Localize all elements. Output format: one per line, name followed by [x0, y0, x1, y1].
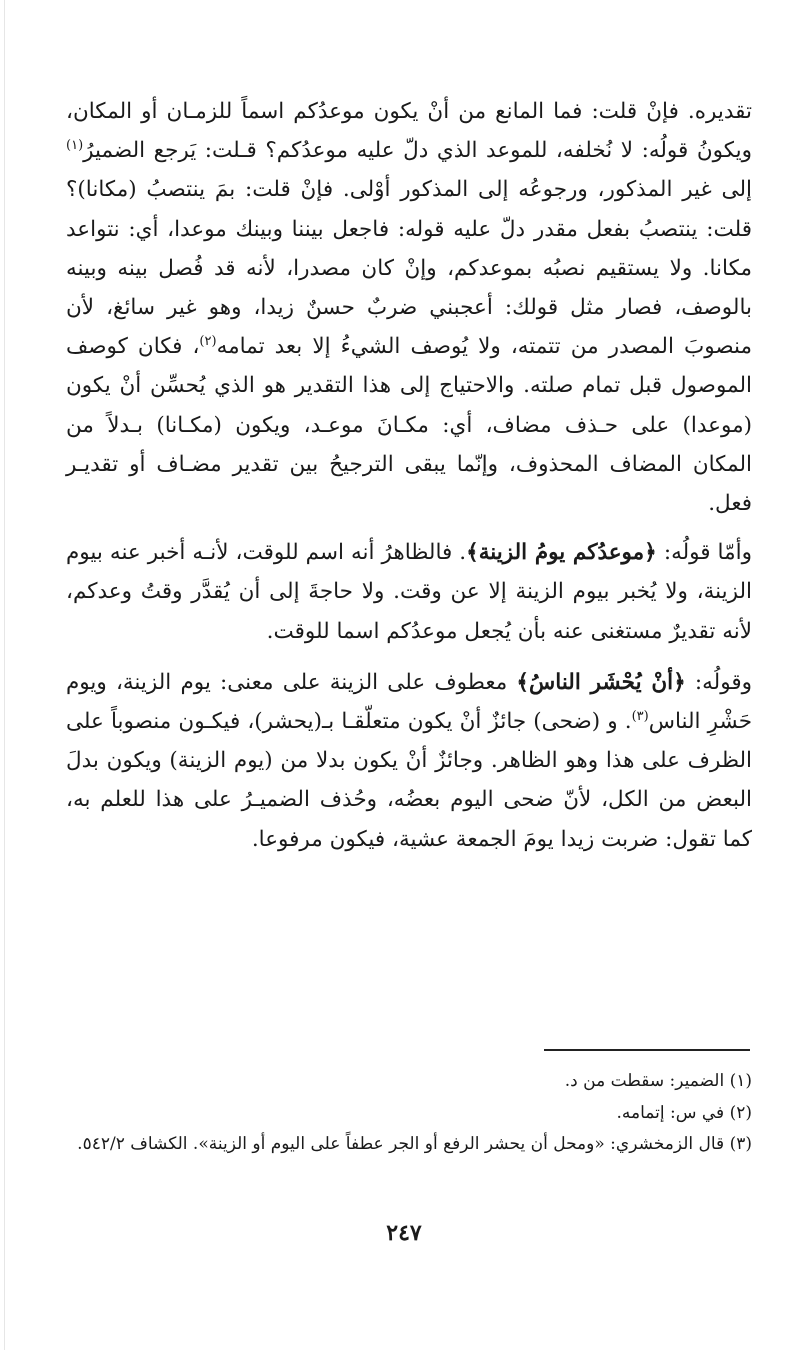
- footnote-divider: [544, 1049, 750, 1051]
- line: إلى غير المذكور، ورجوعُه إلى المذكور أوْلى. فإنْ قلت: بمَ ينتصبُ (مكانا)؟: [66, 177, 752, 203]
- footnote-2: (٢) في س: إتمامه.: [616, 1102, 752, 1123]
- quran-quote: ﴿أنْ يُحْشَر الناسُ﴾: [516, 669, 686, 695]
- line: الموصول قبل تمام صلته. والاحتياج إلى هذا التقدير هو الذي يُحسِّن أنْ يكون: [66, 373, 752, 399]
- page-number: ٢٤٧: [386, 1220, 422, 1246]
- paragraph-3: [66, 663, 752, 859]
- footnote-1: (١) الضمير: سقطت من د.: [564, 1071, 752, 1091]
- line: تقديره. فإنْ قلت: فما المانع من أنْ يكون موعدُكم اسماً للزمـان أو المكان،: [66, 99, 752, 124]
- line: مكانا. ولا يستقيم نصبُه بموعدكم، وإنْ كان مصدرا، لأنه قد فُصل بينه وبينه: [66, 255, 752, 281]
- paragraph-text: . و (ضحى) جائزٌ أنْ يكون متعلّقـا بـ(يحشر)، فيكـون منصوباً على الظرف على هذا وهو الظاهر. وجائزٌ أنْ يكون بدلا من (يوم الزينة) ويكون بدلَ البعض من الكل، لأنّ ضحى اليوم بعضُه، وحُذف الضميـرُ على هذا للعلم به، كما تقول: ضربت زيدا يومَ الجمعة عشية، فيكون مرفوعا.: [66, 709, 752, 852]
- footnote-ref-1[interactable]: (١): [66, 138, 84, 154]
- line: منصوبَ المصدر من تتمته، ولا يُوصف الشيءُ إلا بعد تمامه: [216, 334, 753, 360]
- line: بالوصف، فصار مثل قولك: أعجبني ضربٌ حسنٌ زيدا، وهو غير سائغ، لأن: [66, 295, 752, 321]
- line: المكان المضاف المحذوف، وإنّما يبقى الترجيحُ بين تقدير مضـاف أو تقديـر: [66, 451, 752, 477]
- line: (موعدا) على حـذف مضاف، أي: مكـانَ موعـد، ويكون (مكـانا) بـدلاً من: [66, 412, 752, 438]
- line: فعل.: [708, 491, 752, 517]
- line: قلت: ينتصبُ بفعل مقدر دلّ عليه قوله: فاجعل بيننا وبينك موعدا، أي: نتواعد: [66, 216, 752, 242]
- paragraph-1: [66, 92, 752, 523]
- footnote-3: (٣) قال الزمخشري: «ومحل أن يحشر الرفع أو الجر عطفاً على اليوم أو الزينة». الكشاف ٥٤٢/٢.: [77, 1134, 752, 1154]
- lead-text: وقولُه:: [685, 669, 752, 695]
- paragraph-text: . فالظاهرُ أنه اسم للوقت، لأنـه أخبر عنه بيوم الزينة، ولا يُخبر بيوم الزينة إلا عن وقت. ولا حاجةَ إلى أن يُقدَّر وقتُ وعدكم، لأنه تقديرٌ مستغنى عنه بأن يُجعل موعدُكم اسما للوقت.: [66, 540, 752, 644]
- footnote-ref-2[interactable]: (٢): [199, 334, 217, 350]
- line: ويكونُ قولُه: لا نُخلفه، للموعد الذي دلّ عليه موعدُكم؟ قـلت: يَرجع الضميرُ: [83, 138, 752, 164]
- quran-quote: ﴿موعدُكم يومُ الزينة﴾: [466, 540, 657, 566]
- paragraph-2: [66, 533, 752, 651]
- lead-text: وأمّا قولُه:: [656, 540, 752, 566]
- line: ، فكان كوصف: [66, 334, 200, 360]
- footnotes: [66, 1066, 752, 1161]
- scan-edge-line: [4, 0, 5, 1350]
- footnote-ref-3[interactable]: (٣): [631, 708, 649, 724]
- main-text: [66, 92, 752, 867]
- paragraph-text: معطوف على الزينة على معنى: يوم الزينة، ويوم حَشْرِ الناس: [66, 669, 752, 735]
